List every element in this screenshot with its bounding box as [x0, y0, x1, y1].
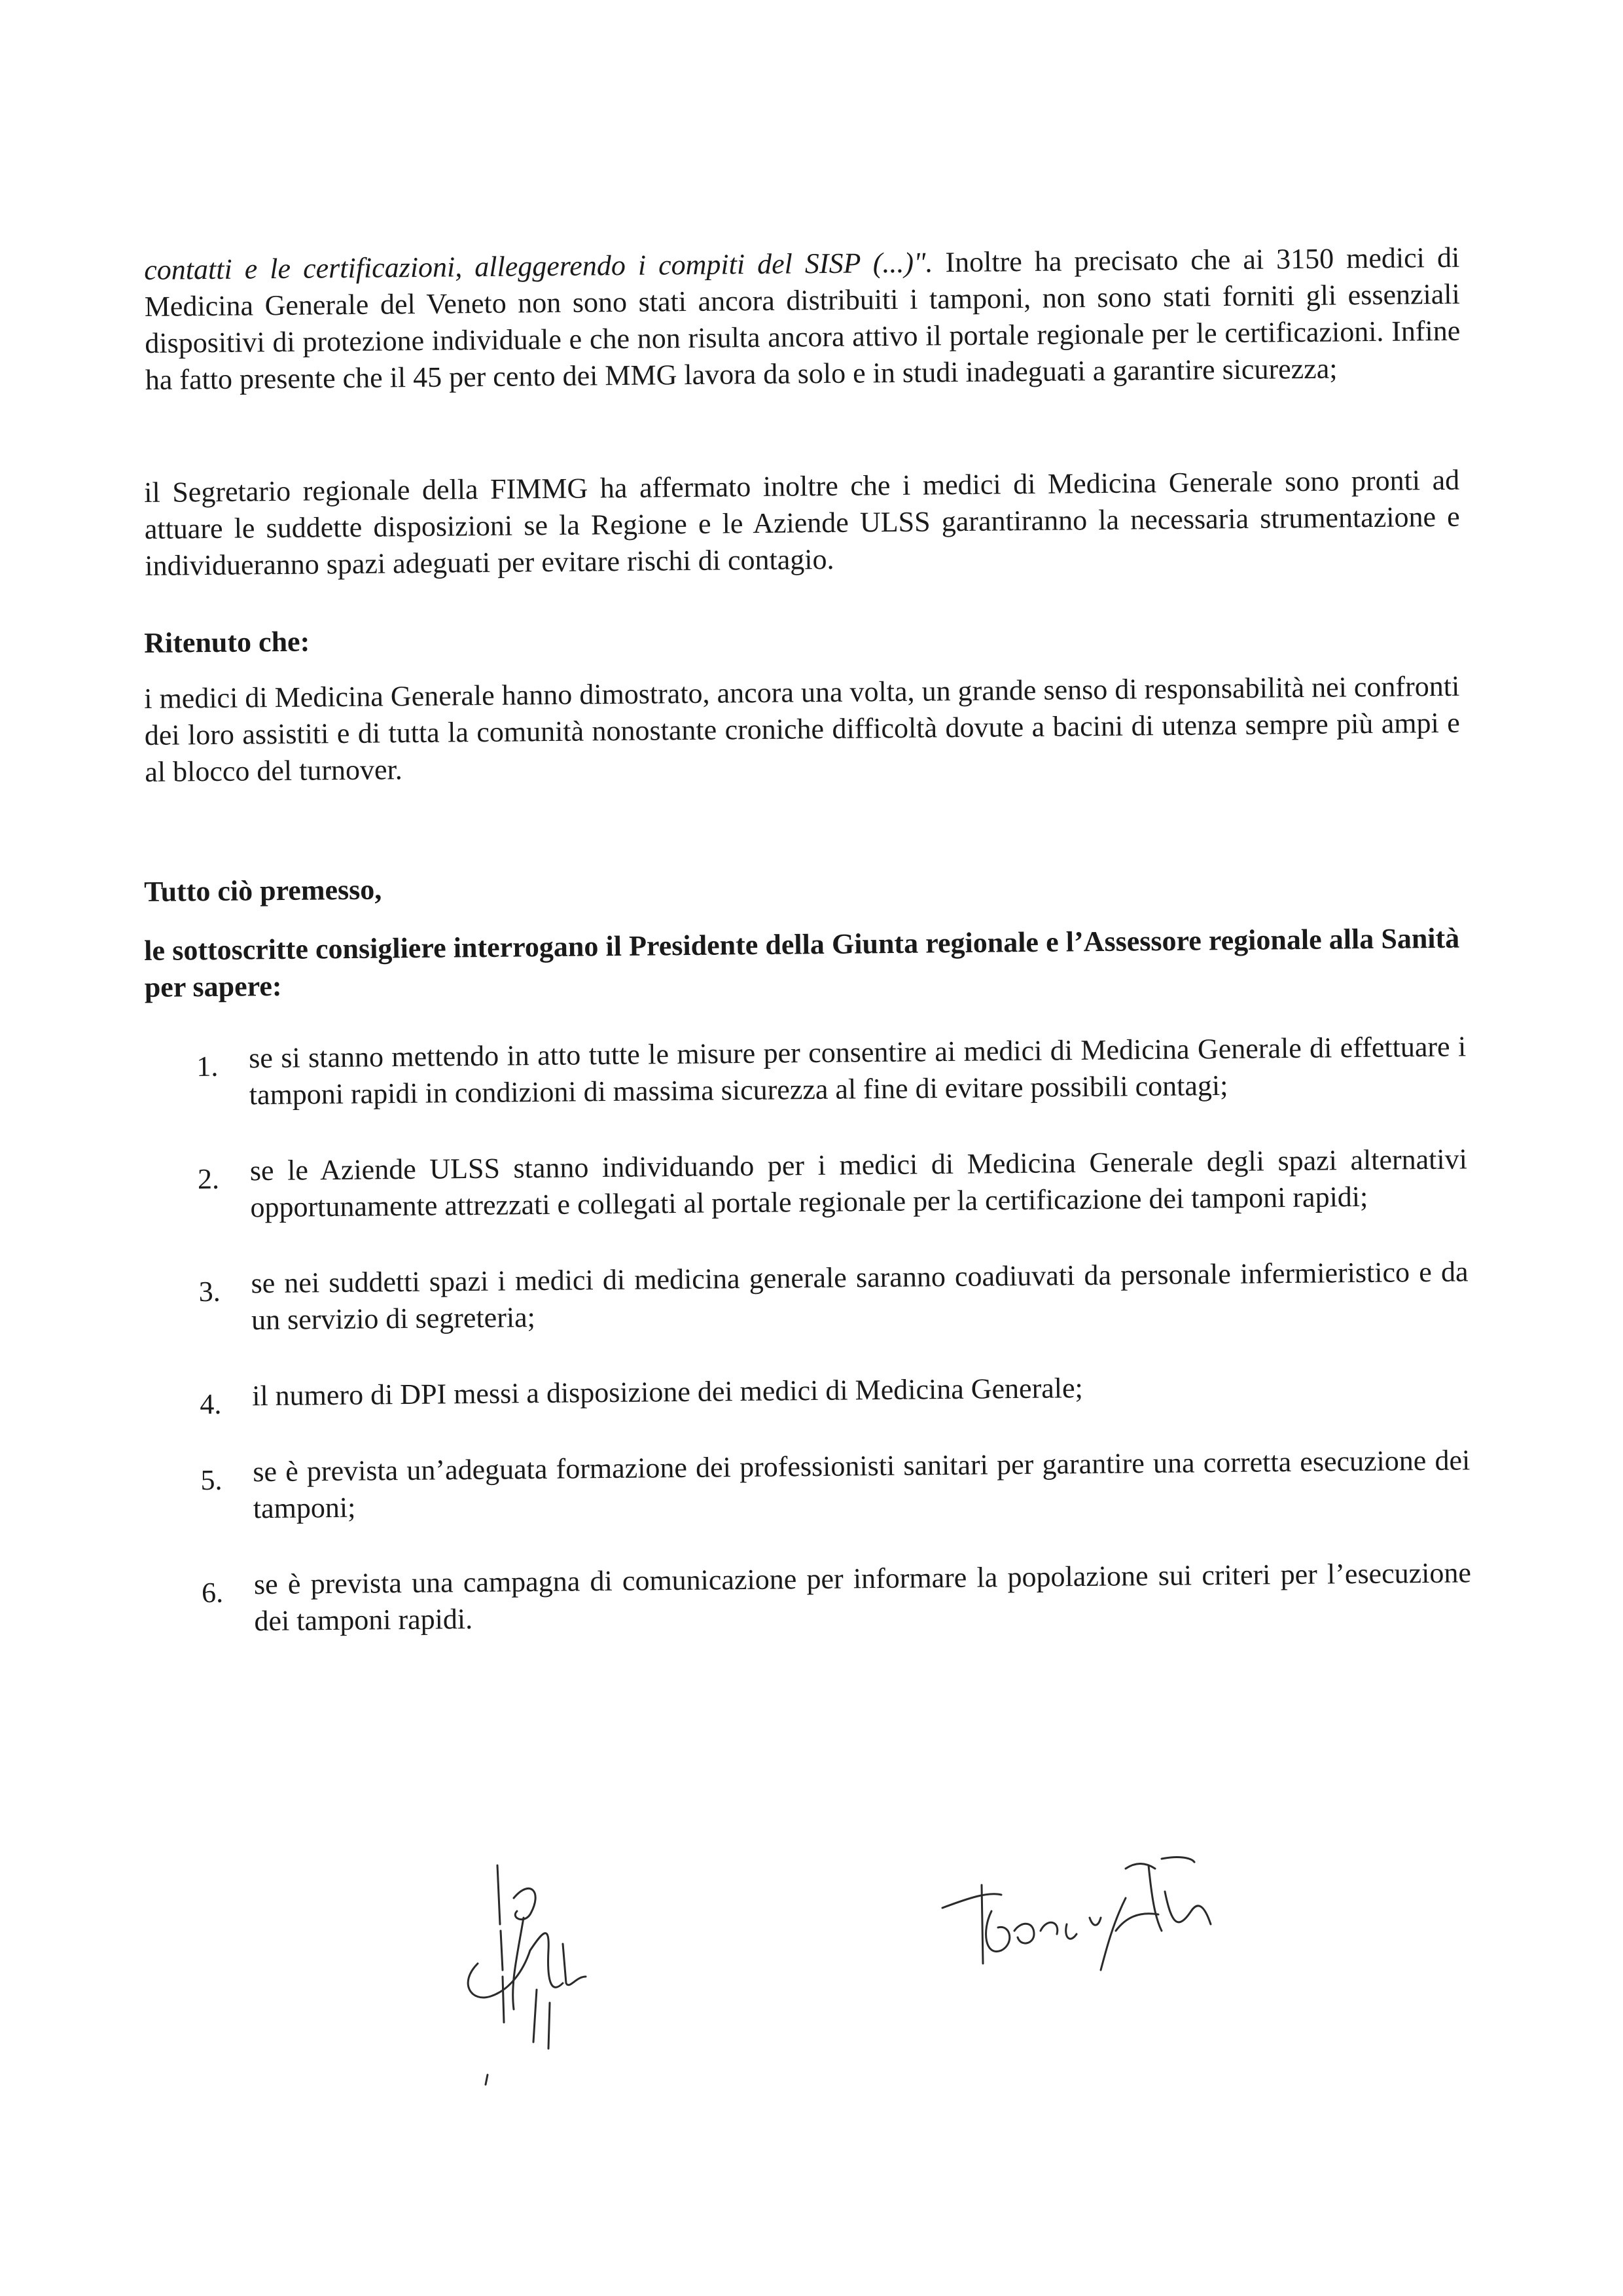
list-item: [200, 1366, 1469, 1420]
list-text: se si stanno mettendo in atto tutte le misure per consentire ai medici di Medicina Generale di effettuare i tamponi rapidi in condizioni di massima sicurezza al fine di evitare possibili contagi;: [249, 1030, 1467, 1111]
paragraph-1-text: Inoltre ha precisato che ai 3150 medici di Medicina Generale del Veneto non sono stati ancora distribuiti i tamponi, non sono stati forniti gli essenziali dispositivi di protezione individuale e che non risulta ancora attivo il portale regionale per le certificazioni. Infine ha fatto presente che il 45 per cento dei MMG lavora da solo e in studi inadeguati a garantire sicurezza;: [144, 241, 1461, 396]
premesso-heading-text: Tutto ciò premesso,: [144, 873, 382, 908]
list-number: 6.: [201, 1576, 224, 1609]
interrogano-heading-text: le sottoscritte consigliere interrogano il Presidente della Giunta regionale e l’Assessore regionale alla Sanità per sapere:: [144, 922, 1460, 1003]
list-text: se nei suddetti spazi i medici di medicina generale saranno coadiuvati da personale infermieristico e da un servizio di segreteria;: [251, 1255, 1469, 1336]
paragraph-3: [144, 668, 1461, 791]
italic-quote: contatti e le certificazioni, alleggerendo i compiti del SISP (...)".: [144, 246, 933, 286]
paragraph-3-text: i medici di Medicina Generale hanno dimostrato, ancora una volta, un grande senso di responsabilità nei confronti dei loro assistiti e di tutta la comunità nonostante croniche difficoltà dovute a bacini di utenza sempre più ampi e al blocco del turnover.: [144, 670, 1460, 788]
list-text: se è prevista una campagna di comunicazione per informare la popolazione sui criteri per l’esecuzione dei tamponi rapidi.: [253, 1556, 1472, 1638]
interrogano-heading: [144, 920, 1460, 1006]
list-number: 1.: [196, 1050, 219, 1083]
signature-left: [452, 1852, 609, 2088]
questions-list: [196, 1028, 1472, 1679]
ritenuto-heading: [144, 613, 1459, 662]
list-item: [198, 1253, 1469, 1339]
list-number: 5.: [200, 1463, 223, 1496]
list-number: 2.: [197, 1162, 220, 1195]
ritenuto-heading-text: Ritenuto che:: [144, 625, 310, 659]
list-item: [200, 1442, 1471, 1528]
list-item: [202, 1554, 1472, 1640]
paragraph-2: [144, 462, 1461, 584]
list-text: se è prevista un’adeguata formazione dei professionisti sanitari per garantire una corretta esecuzione dei tamponi;: [253, 1444, 1471, 1525]
signature-right: [929, 1846, 1230, 1977]
paragraph-2-text: il Segretario regionale della FIMMG ha affermato inoltre che i medici di Medicina Generale sono pronti ad attuare le suddette disposizioni se la Regione e le Aziende ULSS garantiranno la necessaria strumentazione e individueranno spazi adeguati per evitare rischi di contagio.: [144, 463, 1460, 582]
list-text: il numero di DPI messi a disposizione dei medici di Medicina Generale;: [251, 1372, 1083, 1412]
premesso-heading: [144, 861, 1459, 910]
list-item: [196, 1028, 1467, 1114]
list-text: se le Aziende ULSS stanno individuando per i medici di Medicina Generale degli spazi alternativi opportunamente attrezzati e collegati al portale regionale per la certificazione dei tamponi rapidi;: [249, 1143, 1468, 1224]
paragraph-1: [144, 240, 1461, 399]
list-number: 4.: [200, 1388, 222, 1420]
list-item: [198, 1141, 1468, 1227]
list-number: 3.: [198, 1275, 221, 1308]
